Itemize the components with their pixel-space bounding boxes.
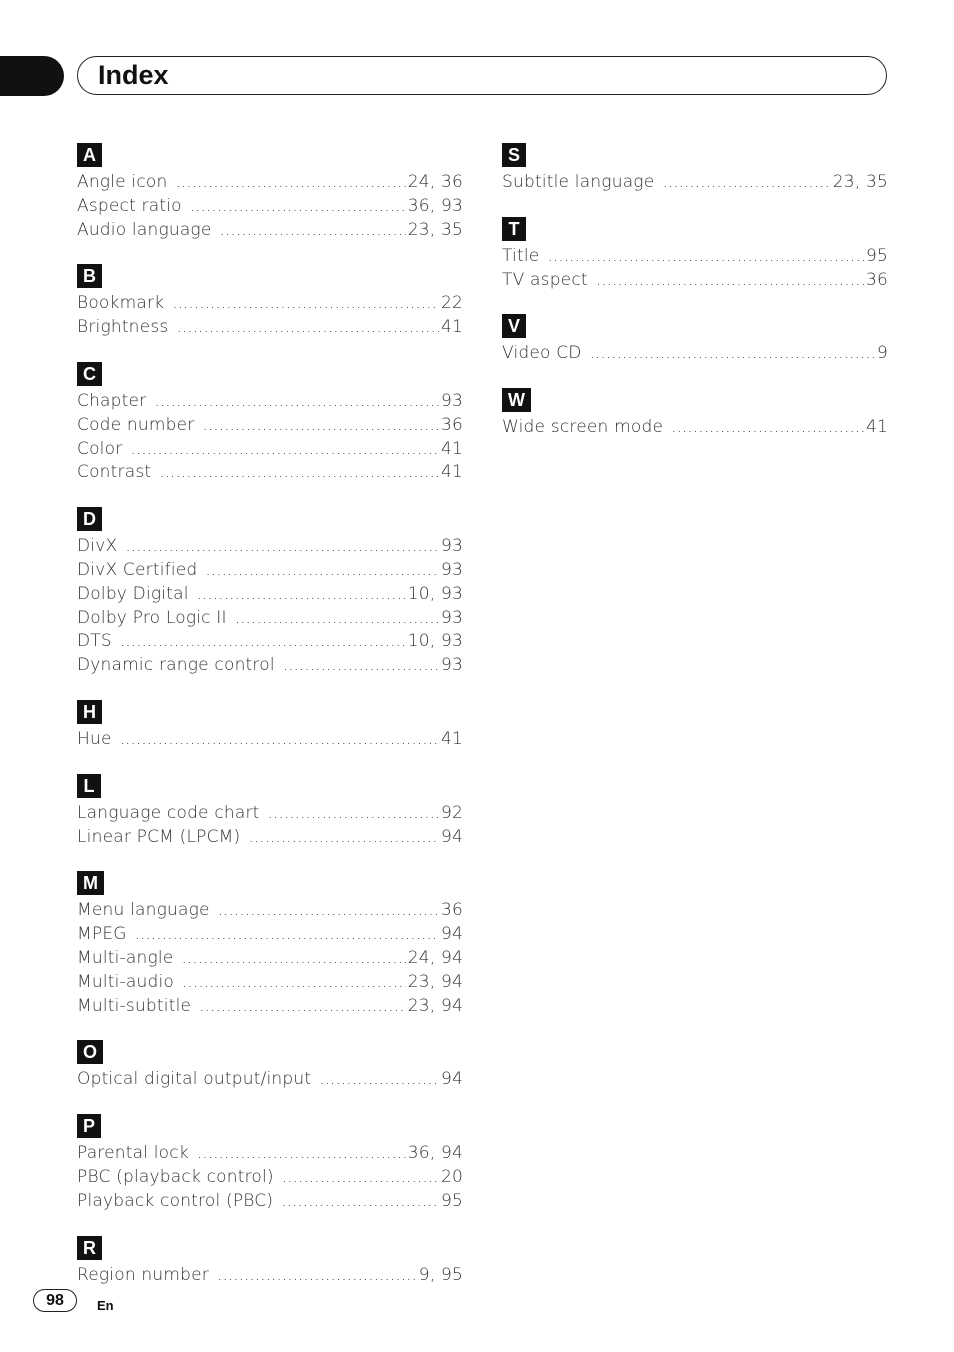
- entry-pages: 93: [440, 390, 463, 411]
- dot-leader: [319, 1068, 439, 1092]
- entry-pages: 23, 94: [407, 971, 463, 992]
- entry-pages: 10, 93: [407, 631, 463, 652]
- entry-term: DivX: [77, 536, 118, 557]
- dot-leader: [197, 583, 406, 607]
- section-letter: O: [77, 1040, 103, 1064]
- entry-term: Audio language: [77, 219, 212, 240]
- entry-pages: 23, 35: [407, 219, 463, 240]
- section-letter: W: [502, 388, 531, 412]
- entry-pages: 23, 35: [832, 172, 888, 192]
- entry-term: DTS: [77, 631, 112, 652]
- index-entry: [77, 1068, 463, 1092]
- index-section: [77, 362, 463, 485]
- index-entry: [502, 342, 888, 366]
- entry-pages: 9, 95: [418, 1264, 463, 1285]
- page-number: 98: [33, 1289, 77, 1312]
- dot-leader: [235, 607, 439, 631]
- dot-leader: [283, 654, 439, 678]
- index-column-left: [77, 143, 463, 1309]
- index-entry: [77, 630, 463, 654]
- dot-leader: [175, 171, 405, 195]
- section-letter: S: [502, 143, 526, 167]
- entry-pages: 24, 36: [407, 172, 463, 192]
- entry-term: Wide screen mode: [502, 417, 664, 438]
- entry-pages: 95: [865, 245, 888, 266]
- entry-pages: 20: [440, 1166, 463, 1187]
- entry-term: Dynamic range control: [77, 655, 275, 676]
- entry-term: Color: [77, 438, 123, 459]
- dot-leader: [590, 342, 875, 366]
- entry-term: Language code chart: [77, 802, 260, 823]
- index-entry: [77, 535, 463, 559]
- dot-leader: [282, 1166, 439, 1190]
- index-entry: [502, 269, 888, 293]
- entry-pages: 41: [440, 728, 463, 749]
- entry-term: Code number: [77, 414, 195, 435]
- dot-leader: [217, 1264, 417, 1288]
- section-letter: L: [77, 774, 101, 798]
- language-code: En: [97, 1298, 114, 1313]
- dot-leader: [125, 535, 439, 559]
- dot-leader: [205, 559, 439, 583]
- index-section: [77, 700, 463, 752]
- dot-leader: [182, 971, 406, 995]
- entry-term: Dolby Pro Logic II: [77, 607, 227, 628]
- section-letter: B: [77, 264, 102, 288]
- entry-term: MPEG: [77, 924, 127, 945]
- entry-pages: 41: [865, 417, 888, 438]
- index-entry: [77, 923, 463, 947]
- entry-term: TV aspect: [502, 269, 588, 290]
- entry-pages: 22: [440, 293, 463, 314]
- index-section: [77, 774, 463, 850]
- entry-term: Bookmark: [77, 293, 165, 314]
- dot-leader: [596, 269, 864, 293]
- entry-term: Brightness: [77, 317, 169, 338]
- dot-leader: [176, 316, 439, 340]
- page-title-box: [77, 56, 887, 95]
- index-entry: [77, 583, 463, 607]
- section-letter: D: [77, 507, 102, 531]
- index-column-right: [502, 143, 888, 462]
- page-title: Index: [98, 60, 169, 90]
- entry-pages: 94: [440, 826, 463, 847]
- dot-leader: [130, 438, 439, 462]
- index-section: [77, 1040, 463, 1092]
- entry-term: DivX Certified: [77, 559, 198, 580]
- index-entry: [77, 1190, 463, 1214]
- index-entry: [77, 654, 463, 678]
- index-section: [77, 143, 463, 242]
- index-entry: [77, 292, 463, 316]
- entry-pages: 93: [440, 536, 463, 557]
- index-entry: [77, 607, 463, 631]
- dot-leader: [159, 461, 439, 485]
- entry-term: Subtitle language: [502, 172, 655, 192]
- entry-term: Aspect ratio: [77, 195, 182, 216]
- dot-leader: [120, 728, 439, 752]
- entry-term: Title: [502, 245, 540, 266]
- index-entry: [77, 899, 463, 923]
- dot-leader: [197, 1142, 406, 1166]
- index-section: [77, 1114, 463, 1213]
- entry-pages: 93: [440, 559, 463, 580]
- entry-term: Hue: [77, 728, 112, 749]
- dot-leader: [190, 195, 406, 219]
- index-entry: [77, 1166, 463, 1190]
- index-entry: [77, 414, 463, 438]
- index-entry: [77, 802, 463, 826]
- index-entry: [77, 995, 463, 1019]
- entry-pages: 41: [440, 438, 463, 459]
- dot-leader: [202, 414, 438, 438]
- entry-pages: 94: [440, 924, 463, 945]
- entry-term: Multi-subtitle: [77, 995, 192, 1016]
- entry-pages: 41: [440, 462, 463, 483]
- index-entry: [77, 390, 463, 414]
- index-section: [502, 314, 888, 366]
- section-letter: A: [77, 143, 102, 167]
- index-entry: [77, 728, 463, 752]
- index-entry: [77, 559, 463, 583]
- entry-term: Playback control (PBC): [77, 1190, 274, 1211]
- entry-term: Menu language: [77, 900, 210, 921]
- dot-leader: [135, 923, 439, 947]
- section-letter: C: [77, 362, 102, 386]
- index-entry: [502, 416, 888, 440]
- index-entry: [77, 826, 463, 850]
- section-letter: V: [502, 314, 526, 338]
- dot-leader: [248, 826, 439, 850]
- entry-pages: 24, 94: [407, 947, 463, 968]
- entry-pages: 36, 93: [407, 195, 463, 216]
- entry-pages: 94: [440, 1069, 463, 1090]
- section-letter: T: [502, 217, 526, 241]
- dot-leader: [120, 630, 406, 654]
- entry-term: PBC (playback control): [77, 1166, 274, 1187]
- index-section: [502, 143, 888, 195]
- index-entry: [77, 1264, 463, 1288]
- entry-pages: 36, 94: [407, 1143, 463, 1164]
- index-entry: [77, 438, 463, 462]
- section-letter: P: [77, 1114, 101, 1138]
- entry-pages: 95: [440, 1190, 463, 1211]
- index-entry: [502, 171, 888, 195]
- entry-term: Contrast: [77, 462, 152, 483]
- entry-term: Video CD: [502, 343, 582, 364]
- dot-leader: [154, 390, 439, 414]
- index-section: [77, 507, 463, 678]
- index-entry: [502, 245, 888, 269]
- entry-term: Linear PCM (LPCM): [77, 826, 241, 847]
- dot-leader: [218, 899, 439, 923]
- index-entry: [77, 195, 463, 219]
- index-section: [502, 388, 888, 440]
- index-section: [77, 871, 463, 1018]
- entry-term: Optical digital output/input: [77, 1069, 312, 1090]
- index-entry: [77, 171, 463, 195]
- dot-leader: [220, 219, 406, 243]
- dot-leader: [547, 245, 864, 269]
- dot-leader: [172, 292, 439, 316]
- entry-pages: 9: [876, 343, 888, 364]
- entry-pages: 23, 94: [407, 995, 463, 1016]
- entry-pages: 36: [440, 414, 463, 435]
- entry-pages: 93: [440, 655, 463, 676]
- entry-term: Chapter: [77, 390, 147, 411]
- entry-term: Multi-audio: [77, 971, 174, 992]
- index-entry: [77, 461, 463, 485]
- header-tab-block: [0, 56, 64, 96]
- dot-leader: [181, 947, 405, 971]
- section-letter: R: [77, 1236, 102, 1260]
- entry-pages: 93: [440, 607, 463, 628]
- index-section: [502, 217, 888, 293]
- dot-leader: [662, 171, 830, 195]
- entry-pages: 36: [865, 269, 888, 290]
- index-section: [77, 264, 463, 340]
- entry-pages: 10, 93: [407, 583, 463, 604]
- index-entry: [77, 971, 463, 995]
- entry-term: Multi-angle: [77, 947, 174, 968]
- entry-term: Angle icon: [77, 172, 168, 192]
- index-entry: [77, 1142, 463, 1166]
- entry-pages: 92: [440, 802, 463, 823]
- section-letter: H: [77, 700, 102, 724]
- section-letter: M: [77, 871, 104, 895]
- index-entry: [77, 219, 463, 243]
- dot-leader: [199, 995, 406, 1019]
- entry-term: Dolby Digital: [77, 583, 189, 604]
- index-entry: [77, 947, 463, 971]
- entry-pages: 41: [440, 317, 463, 338]
- index-section: [77, 1236, 463, 1288]
- index-entry: [77, 316, 463, 340]
- entry-term: Region number: [77, 1264, 209, 1285]
- dot-leader: [268, 802, 439, 826]
- dot-leader: [281, 1190, 439, 1214]
- entry-term: Parental lock: [77, 1143, 189, 1164]
- entry-pages: 36: [440, 900, 463, 921]
- dot-leader: [671, 416, 864, 440]
